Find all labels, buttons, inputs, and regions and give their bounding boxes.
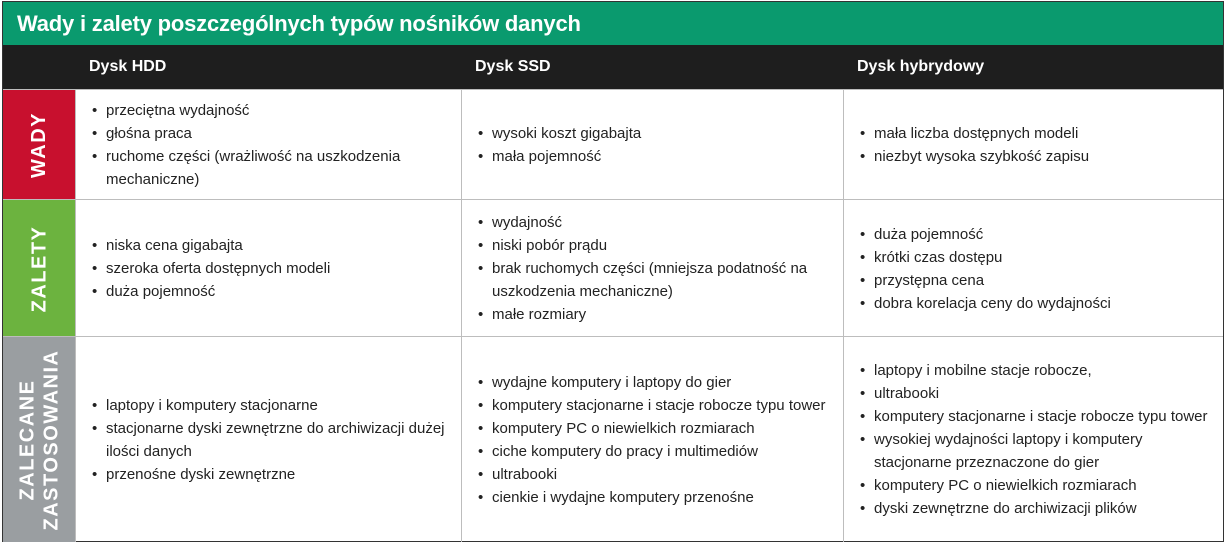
row-label-line: WADY <box>28 112 50 178</box>
list-item: • stacjonarne dyski zewnętrzne do archiwizacji dużej ilości danych <box>92 417 451 463</box>
list-item: • ultrabooki <box>860 382 1213 405</box>
list-item: • ciche komputery do pracy i multimediów <box>478 440 826 463</box>
row-label-zalecane <box>3 337 75 542</box>
list-item: • komputery PC o niewielkich rozmiarach <box>860 474 1213 497</box>
bullet-list <box>92 394 451 486</box>
list-item: • mała liczba dostępnych modeli <box>860 122 1089 145</box>
bullet-list <box>478 371 826 509</box>
row-zalecane <box>3 336 1223 542</box>
bullet-list <box>92 234 330 303</box>
list-item: • komputery PC o niewielkich rozmiarach <box>478 417 826 440</box>
row-label-line: ZALECANE <box>16 379 38 500</box>
row-wady <box>3 89 1223 200</box>
row-label-text <box>15 349 63 530</box>
list-item: • niski pobór prądu <box>478 234 833 257</box>
header-row <box>3 45 1223 89</box>
header-hdd: Dysk HDD <box>89 58 167 75</box>
list-item: • wydajne komputery i laptopy do gier <box>478 371 826 394</box>
list-item: • wysokiej wydajności laptopy i komputery stacjonarne przeznaczone do gier <box>860 428 1213 474</box>
row-label-line: ZALETY <box>28 225 50 312</box>
list-item: • małe rozmiary <box>478 303 833 326</box>
list-item: • wysoki koszt gigabajta <box>478 122 641 145</box>
list-item: • szeroka oferta dostępnych modeli <box>92 257 330 280</box>
list-item: • ultrabooki <box>478 463 826 486</box>
list-item: • krótki czas dostępu <box>860 246 1111 269</box>
cell-zalety-ssd <box>461 200 843 337</box>
row-label-zalety <box>3 200 75 337</box>
cell-zalety-hdd <box>75 200 461 337</box>
row-label-text <box>27 225 51 312</box>
row-label-text <box>27 112 51 178</box>
cell-wady-hdd <box>75 90 461 200</box>
comparison-table <box>2 1 1224 542</box>
list-item: • komputery stacjonarne i stacje robocze typu tower <box>478 394 826 417</box>
table-title: Wady i zalety poszczególnych typów nośników danych <box>3 2 1223 45</box>
row-label-line: ZASTOSOWANIA <box>40 349 62 530</box>
list-item: • niezbyt wysoka szybkość zapisu <box>860 145 1089 168</box>
list-item: • laptopy i mobilne stacje robocze, <box>860 359 1213 382</box>
row-label-wady <box>3 90 75 200</box>
list-item: • przeciętna wydajność <box>92 99 451 122</box>
cell-zalety-hybrid <box>843 200 1223 337</box>
bullet-list <box>478 211 833 326</box>
bullet-list <box>92 99 451 191</box>
header-ssd: Dysk SSD <box>475 58 551 75</box>
list-item: • duża pojemność <box>92 280 330 303</box>
list-item: • dobra korelacja ceny do wydajności <box>860 292 1111 315</box>
list-item: • przystępna cena <box>860 269 1111 292</box>
bullet-list <box>860 223 1111 315</box>
list-item: • niska cena gigabajta <box>92 234 330 257</box>
list-item: • przenośne dyski zewnętrzne <box>92 463 451 486</box>
header-hybrid: Dysk hybrydowy <box>857 58 985 75</box>
bullet-list <box>860 122 1089 168</box>
bullet-list <box>478 122 641 168</box>
list-item: • brak ruchomych części (mniejsza podatność na uszkodzenia mechaniczne) <box>478 257 833 303</box>
row-zalety <box>3 199 1223 337</box>
list-item: • cienkie i wydajne komputery przenośne <box>478 486 826 509</box>
cell-zalecane-hdd <box>75 337 461 542</box>
cell-zalecane-hybrid <box>843 337 1223 542</box>
list-item: • komputery stacjonarne i stacje robocze typu tower <box>860 405 1213 428</box>
bullet-list <box>860 359 1213 520</box>
list-item: • mała pojemność <box>478 145 641 168</box>
cell-wady-hybrid <box>843 90 1223 200</box>
list-item: • ruchome części (wrażliwość na uszkodzenia mechaniczne) <box>92 145 451 191</box>
list-item: • dyski zewnętrzne do archiwizacji plików <box>860 497 1213 520</box>
cell-zalecane-ssd <box>461 337 843 542</box>
list-item: • laptopy i komputery stacjonarne <box>92 394 451 417</box>
list-item: • głośna praca <box>92 122 451 145</box>
cell-wady-ssd <box>461 90 843 200</box>
list-item: • wydajność <box>478 211 833 234</box>
list-item: • duża pojemność <box>860 223 1111 246</box>
